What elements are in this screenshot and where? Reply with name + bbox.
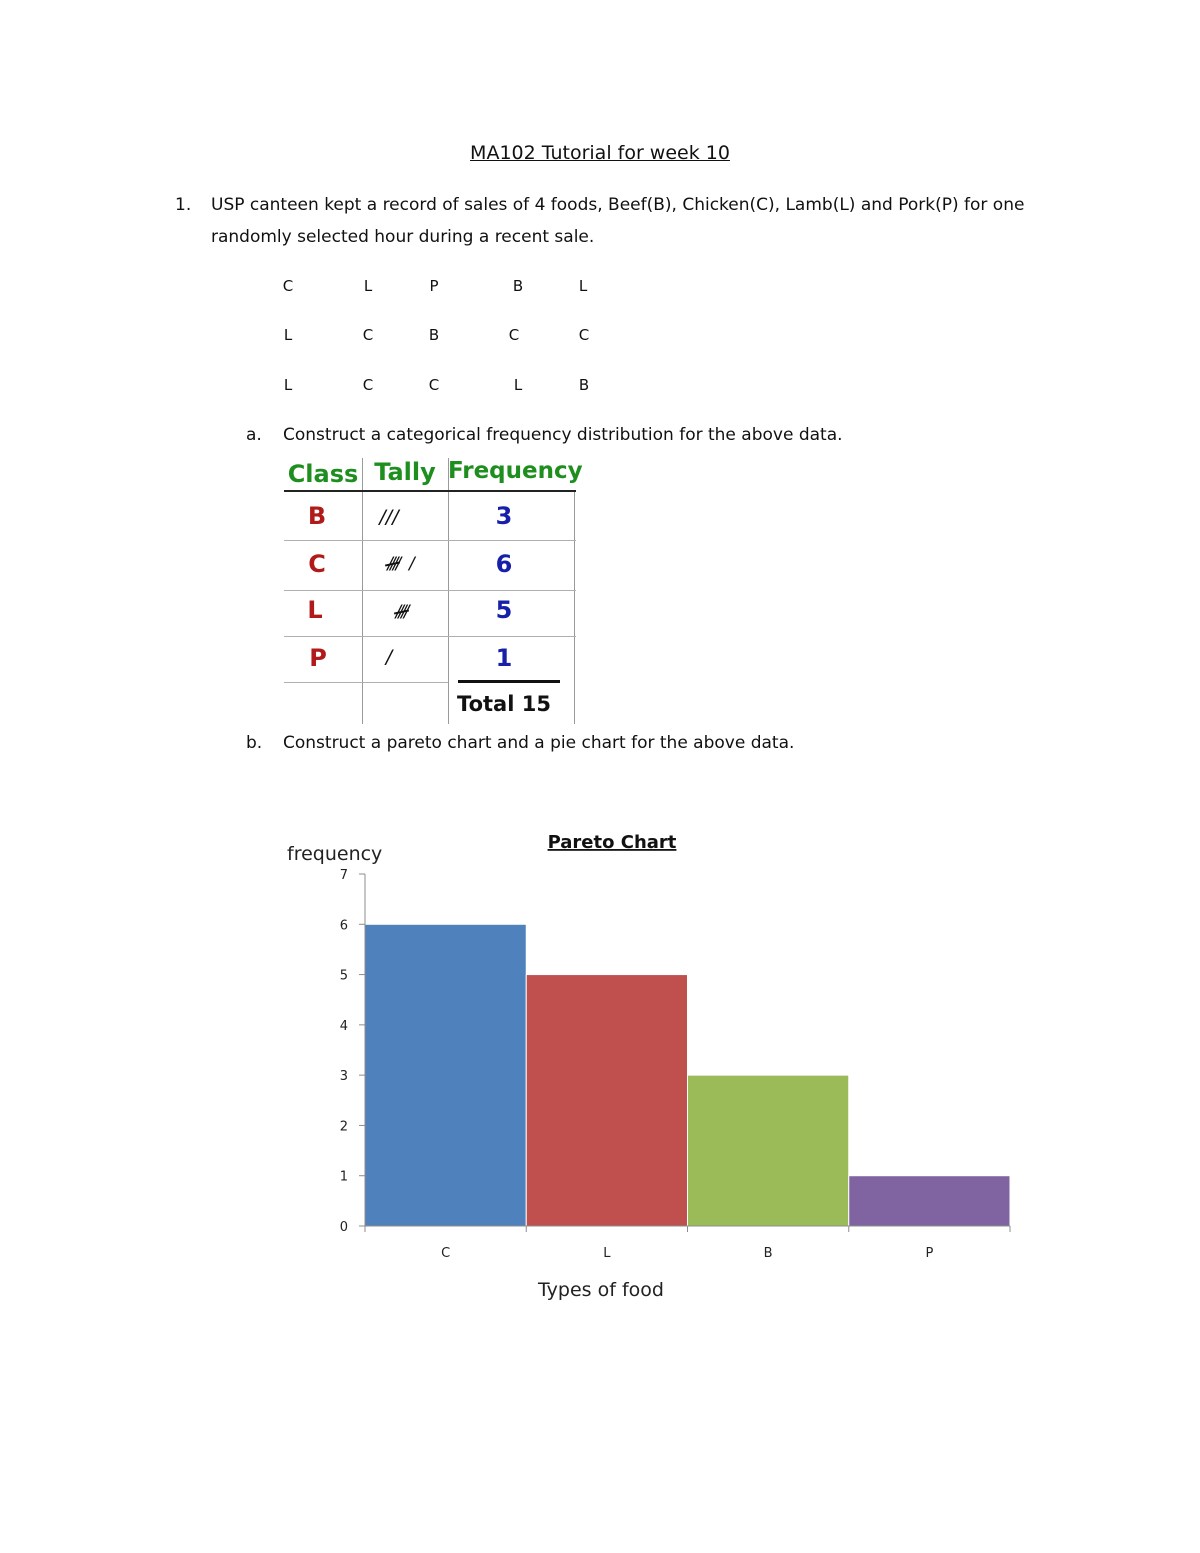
table-class-cell: B [307,502,327,530]
data-cell: L [363,277,373,295]
y-tick-label: 3 [339,1069,348,1085]
table-frequency-cell: 6 [495,550,513,578]
table-frequency-cell: 5 [495,596,513,624]
data-cell: L [578,277,588,295]
table-total: Total 15 [457,692,551,716]
table-tally-cell [364,554,438,574]
total-rule [458,680,560,683]
y-tick-label: 0 [339,1220,348,1235]
chart-title: Pareto Chart [547,832,677,853]
table-class-cell: P [309,644,327,672]
tally-five-group [387,554,398,574]
part-b-marker: b. [246,733,263,753]
x-tick-label: C [441,1246,451,1261]
table-header-tally: Tally [374,458,436,486]
table-class-cell: C [308,550,326,578]
y-axis-label: frequency [287,843,383,865]
tally-strike [393,609,408,614]
data-cell: C [508,326,520,344]
table-row-rule [284,682,448,683]
table-header-rule [284,490,576,492]
y-tick-label: 5 [339,968,348,984]
data-cell: B [578,376,590,394]
bar-P [849,1176,1010,1226]
y-tick-label: 6 [339,918,348,934]
y-tick-label: 1 [339,1169,348,1185]
x-tick-label: B [763,1246,773,1261]
table-class-cell: L [307,596,323,624]
bar-L [526,975,687,1226]
table-frequency-cell: 3 [495,502,513,530]
table-tally-cell: /// [379,506,399,528]
tally-strike [385,561,400,566]
data-cell: L [513,376,523,394]
table-tally-cell: / [385,646,393,668]
data-cell: C [362,326,374,344]
table-divider [362,458,363,724]
x-tick-label: L [603,1246,611,1261]
part-a-text: Construct a categorical frequency distribution for the above data. [283,425,843,445]
data-cell: C [428,376,440,394]
bar-B [688,1075,849,1226]
data-cell: C [362,376,374,394]
table-header-class: Class [287,460,359,488]
part-b-text: Construct a pareto chart and a pie chart for the above data. [283,733,795,753]
table-frequency-cell: 1 [495,644,513,672]
question-text-line-2: randomly selected hour during a recent sale. [211,227,595,247]
tally-five-group [396,602,407,622]
x-axis-label: Types of food [538,1279,664,1301]
question-number: 1. [175,195,192,215]
table-row-rule [284,590,576,591]
data-cell: C [578,326,590,344]
question-text-line-1: USP canteen kept a record of sales of 4 foods, Beef(B), Chicken(C), Lamb(L) and Pork(P) for one [211,195,1025,215]
bar-C [365,924,526,1226]
data-cell: B [512,277,524,295]
document-title: MA102 Tutorial for week 10 [470,142,730,164]
x-tick-label: P [925,1246,934,1261]
data-cell: B [428,326,440,344]
table-row-rule [284,636,576,637]
table-header-frequency: Frequency [448,458,583,484]
part-a-marker: a. [246,425,262,445]
y-tick-label: 7 [339,868,348,883]
data-cell: L [283,326,293,344]
data-cell: L [283,376,293,394]
data-cell: C [282,277,294,295]
table-divider [448,458,449,724]
frequency-table [284,458,583,724]
table-row-rule [284,540,576,541]
data-cell: P [429,277,439,295]
tally-extra: / [398,554,415,574]
y-tick-label: 4 [339,1018,348,1034]
table-tally-cell [374,602,428,622]
y-tick-label: 2 [339,1119,348,1135]
